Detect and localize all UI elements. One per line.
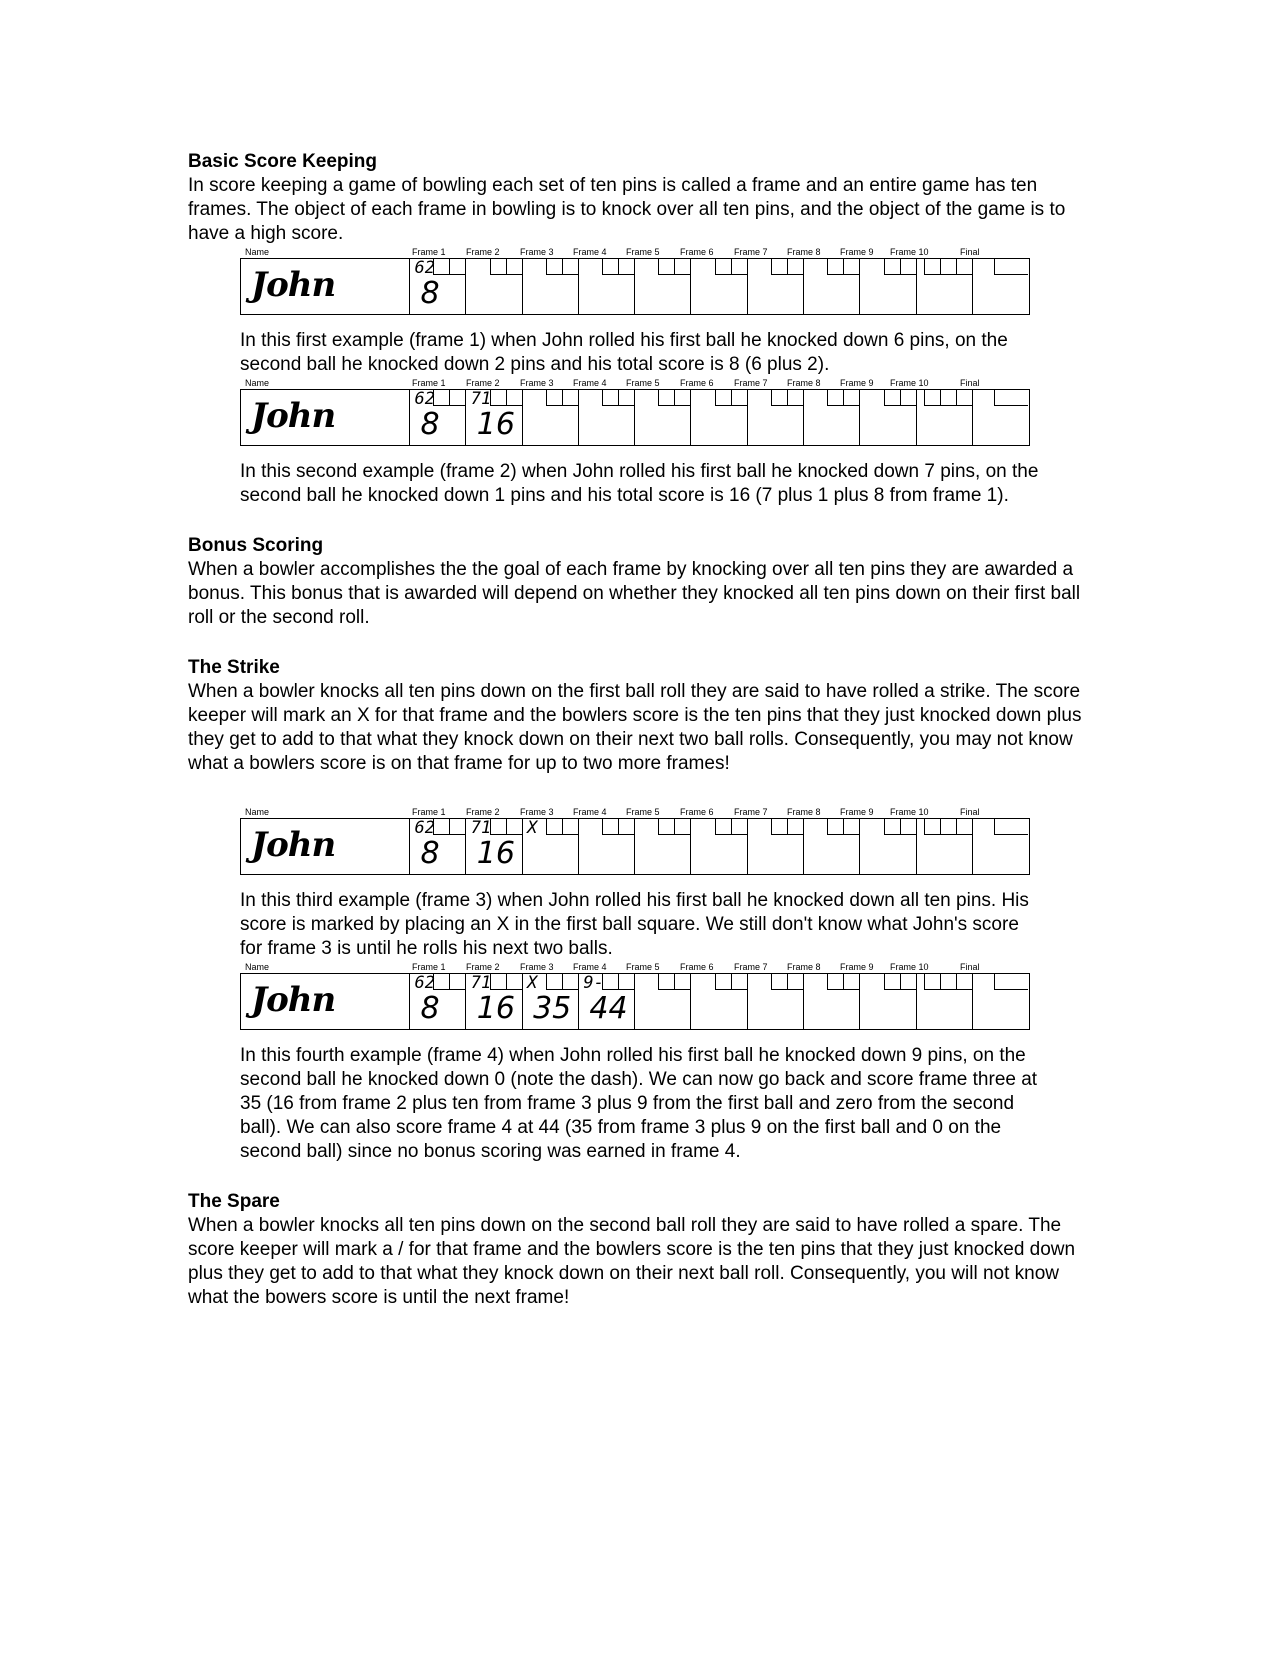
paragraph-strike: When a bowler knocks all ten pins down on the first ball roll they are said to have rolled a strike. The score keeper will mark an X for that frame and the bowlers score is the ten pins that they just knocked down plus they get to add to that what they knock down on their next two ball rolls. Consequently, you may not know what a bowlers score is on that frame for up to two more frames! [188, 681, 1082, 774]
frame-cell [805, 390, 861, 445]
ball-box [771, 974, 787, 990]
ball-boxes [490, 259, 522, 275]
frame-total: 16 [476, 991, 515, 1026]
frame-roll-marks: X [527, 973, 538, 993]
scorecard-header-frame: Frame 1 [412, 378, 446, 388]
ball-box [731, 819, 747, 835]
ball-box [900, 974, 916, 990]
ball-box [674, 819, 690, 835]
frame-roll-marks: 71 [470, 973, 492, 993]
ball-box [506, 259, 522, 275]
scorecard-header-name: Name [245, 378, 270, 388]
ball-box [731, 974, 747, 990]
ball-box [787, 390, 803, 406]
frame-roll-marks: 9- [583, 973, 604, 993]
ball-box [715, 819, 731, 835]
ball-boxes [827, 259, 859, 275]
scorecard-header-frame: Frame 4 [573, 807, 607, 817]
scorecard-grid [240, 973, 1030, 1030]
ball-box [562, 819, 578, 835]
ball-box [602, 259, 618, 275]
ball-boxes [924, 974, 972, 990]
scorecard-header-frame: Frame 3 [520, 247, 554, 257]
frame-cell [411, 974, 467, 1029]
frame-cell [467, 974, 523, 1029]
ball-boxes [546, 819, 578, 835]
ball-box [827, 390, 843, 406]
scorecard-header-frame: Frame 8 [787, 378, 821, 388]
ball-boxes [827, 390, 859, 406]
frame-total: 8 [420, 276, 440, 311]
frame-cell [636, 974, 692, 1029]
scorecard-header-frame: Frame 7 [734, 807, 768, 817]
frame-cell [467, 259, 523, 314]
scorecard-header-frame: Frame 7 [734, 247, 768, 257]
ball-boxes [490, 819, 522, 835]
ball-boxes [602, 390, 634, 406]
scorecard-header-frame: Frame 5 [626, 962, 660, 972]
scorecard-header-frame: Frame 8 [787, 962, 821, 972]
ball-boxes [771, 819, 803, 835]
frame-cell [579, 390, 635, 445]
ball-box [658, 974, 674, 990]
frame-cell [861, 819, 917, 874]
frame-cell [917, 819, 973, 874]
ball-box [618, 819, 634, 835]
frame-cell [748, 974, 804, 1029]
frame-cell [636, 390, 692, 445]
paragraph-basic-intro: In score keeping a game of bowling each set of ten pins is called a frame and an entire game has ten frames. The object of each frame in bowling is to knock over all ten pins, and the object of the game is to have a high score. [188, 175, 1066, 244]
ball-boxes [884, 390, 916, 406]
ball-box [506, 390, 522, 406]
frame-cell [411, 819, 467, 874]
scorecard-header-frame: Frame 9 [840, 247, 874, 257]
final-cell [974, 259, 1029, 314]
paragraph-example-1: In this first example (frame 1) when John rolled his first ball he knocked down 6 pins, on the second ball he knocked down 2 pins and his total score is 8 (6 plus 2). [240, 330, 1008, 375]
frame-cell [579, 819, 635, 874]
scorecard-header-frame: Frame 6 [680, 962, 714, 972]
scorecard-header [240, 806, 1030, 818]
ball-boxes [658, 974, 690, 990]
ball-boxes [994, 259, 1028, 275]
ball-box [924, 390, 940, 406]
frame-cell [748, 390, 804, 445]
ball-box [771, 390, 787, 406]
ball-box [827, 819, 843, 835]
ball-boxes [924, 259, 972, 275]
final-cell [974, 390, 1029, 445]
frame-roll-marks: X [527, 818, 538, 838]
ball-boxes [490, 390, 522, 406]
ball-box [658, 390, 674, 406]
ball-box [900, 390, 916, 406]
ball-box [546, 819, 562, 835]
ball-boxes [771, 974, 803, 990]
ball-box [827, 974, 843, 990]
final-cell [974, 974, 1029, 1029]
scorecard-header-frame: Frame 10 [890, 378, 929, 388]
ball-box [843, 819, 859, 835]
ball-box [924, 819, 940, 835]
frame-cell [467, 819, 523, 874]
scorecard-header-frame: Final [960, 247, 980, 257]
ball-boxes [884, 974, 916, 990]
ball-box [433, 974, 449, 990]
frame-total: 35 [533, 991, 572, 1026]
scorecard-header-frame: Frame 2 [466, 247, 500, 257]
scorecard-header-frame: Frame 4 [573, 962, 607, 972]
frame-cell [523, 259, 579, 314]
scorecard-header-frame: Frame 9 [840, 962, 874, 972]
frame-cell [411, 259, 467, 314]
ball-box [924, 259, 940, 275]
scorecard-grid [240, 389, 1030, 446]
ball-box [956, 974, 972, 990]
ball-box [618, 974, 634, 990]
scorecard-header-name: Name [245, 247, 270, 257]
frame-cell [805, 974, 861, 1029]
scorecard-header-frame: Frame 5 [626, 378, 660, 388]
ball-box [449, 974, 465, 990]
ball-box [506, 819, 522, 835]
ball-boxes [924, 390, 972, 406]
frame-cell [861, 259, 917, 314]
frame-cell [636, 259, 692, 314]
frame-cell [917, 259, 973, 314]
frame-cell [692, 974, 748, 1029]
paragraph-example-2: In this second example (frame 2) when John rolled his first ball he knocked down 7 pins, on the second ball he knocked down 1 pins and his total score is 16 (7 plus 1 plus 8 from frame 1). [240, 461, 1039, 506]
frame-cell [692, 390, 748, 445]
frame-roll-marks: 71 [470, 818, 492, 838]
ball-box [715, 259, 731, 275]
frame-cell [523, 390, 579, 445]
frame-cell [748, 819, 804, 874]
ball-box [715, 974, 731, 990]
frame-cell [467, 390, 523, 445]
scorecard-header-frame: Frame 1 [412, 247, 446, 257]
ball-boxes [715, 819, 747, 835]
scorecard-header-name: Name [245, 807, 270, 817]
scorecard-header-name: Name [245, 962, 270, 972]
ball-boxes [546, 974, 578, 990]
player-name: John [251, 980, 336, 1020]
paragraph-spare: When a bowler knocks all ten pins down on the second ball roll they are said to have rolled a spare. The score keeper will mark a / for that frame and the bowlers score is the ten pins that they just knocked down plus they get to add to that what they knock down on their next ball roll. Consequently, you will not know what the bowers score is until the next frame! [188, 1215, 1076, 1308]
ball-box [449, 259, 465, 275]
ball-box [771, 259, 787, 275]
frame-cell [805, 259, 861, 314]
scorecard-header-frame: Frame 6 [680, 807, 714, 817]
frame-total: 8 [420, 991, 440, 1026]
ball-box [433, 259, 449, 275]
scorecard-header-frame: Frame 10 [890, 247, 929, 257]
scorecard-header-frame: Frame 9 [840, 378, 874, 388]
ball-box [546, 974, 562, 990]
ball-boxes [994, 390, 1028, 406]
ball-boxes [433, 390, 465, 406]
frame-roll-marks: 62 [414, 973, 435, 993]
ball-boxes [827, 819, 859, 835]
scorecard-header-frame: Frame 10 [890, 807, 929, 817]
frame-cell [523, 819, 579, 874]
ball-box [994, 819, 1028, 835]
ball-boxes [658, 259, 690, 275]
player-name-cell [241, 819, 410, 874]
scorecard-header-frame: Frame 5 [626, 247, 660, 257]
frame-cell [579, 974, 635, 1029]
player-name: John [251, 396, 336, 436]
frame-cell [523, 974, 579, 1029]
ball-boxes [715, 259, 747, 275]
frame-cell [692, 259, 748, 314]
scorecard-header-frame: Frame 9 [840, 807, 874, 817]
paragraph-example-3: In this third example (frame 3) when John rolled his first ball he knocked down all ten pins. His score is marked by placing an X in the first ball square. We still don't know what John's score for frame 3 is until he rolls his next two balls. [240, 890, 1029, 959]
frame-cell [805, 819, 861, 874]
frame-roll-marks: 62 [414, 818, 435, 838]
frame-cell [861, 974, 917, 1029]
ball-box [900, 819, 916, 835]
scorecard-header-frame: Frame 8 [787, 807, 821, 817]
section-heading-basic: Basic Score Keeping [188, 151, 378, 172]
ball-box [433, 819, 449, 835]
ball-box [843, 390, 859, 406]
ball-box [787, 259, 803, 275]
section-heading-spare: The Spare [188, 1191, 280, 1212]
player-name: John [251, 265, 336, 305]
ball-box [449, 390, 465, 406]
scorecard [240, 806, 1030, 875]
ball-box [562, 259, 578, 275]
ball-box [506, 974, 522, 990]
frame-roll-marks: 71 [470, 389, 492, 409]
ball-box [490, 390, 506, 406]
ball-box [602, 819, 618, 835]
ball-box [956, 819, 972, 835]
paragraph-example-4: In this fourth example (frame 4) when John rolled his first ball he knocked down 9 pins, on the second ball he knocked down 0 (note the dash). We can now go back and score frame three at 35 (16 from frame 2 plus ten from frame 3 plus 9 from the first ball and zero from the second ball). We can also score frame 4 at 44 (35 from frame 3 plus 9 on the first ball and 0 on the second ball) since no bonus scoring was earned in frame 4. [240, 1045, 1038, 1162]
ball-box [787, 974, 803, 990]
scorecard-header-frame: Frame 2 [466, 962, 500, 972]
ball-boxes [658, 390, 690, 406]
ball-box [658, 819, 674, 835]
ball-boxes [771, 259, 803, 275]
ball-boxes [994, 819, 1028, 835]
scorecard-header-frame: Frame 7 [734, 378, 768, 388]
ball-boxes [827, 974, 859, 990]
scorecard-header [240, 377, 1030, 389]
player-name-cell [241, 390, 410, 445]
ball-boxes [546, 259, 578, 275]
ball-boxes [658, 819, 690, 835]
frame-cell [411, 390, 467, 445]
scorecard-header-frame: Final [960, 962, 980, 972]
ball-box [715, 390, 731, 406]
scorecard-header-frame: Frame 10 [890, 962, 929, 972]
ball-box [900, 259, 916, 275]
ball-box [674, 259, 690, 275]
ball-box [940, 259, 956, 275]
ball-box [787, 819, 803, 835]
scorecard-header-frame: Final [960, 807, 980, 817]
section-heading-strike: The Strike [188, 657, 280, 678]
ball-box [884, 390, 900, 406]
ball-boxes [771, 390, 803, 406]
scorecard-header-frame: Frame 7 [734, 962, 768, 972]
ball-box [490, 819, 506, 835]
scorecard-header-frame: Frame 3 [520, 962, 554, 972]
player-name: John [251, 825, 336, 865]
ball-box [546, 259, 562, 275]
ball-box [884, 819, 900, 835]
ball-boxes [433, 819, 465, 835]
frame-total: 8 [420, 836, 440, 871]
scorecard-header-frame: Frame 6 [680, 247, 714, 257]
ball-boxes [715, 974, 747, 990]
ball-box [940, 390, 956, 406]
scorecard-header-frame: Frame 5 [626, 807, 660, 817]
scorecard-header-frame: Frame 3 [520, 378, 554, 388]
ball-box [843, 974, 859, 990]
ball-box [956, 259, 972, 275]
ball-box [924, 974, 940, 990]
ball-boxes [924, 819, 972, 835]
player-name-cell [241, 974, 410, 1029]
ball-box [618, 390, 634, 406]
ball-box [956, 390, 972, 406]
frame-total: 16 [476, 407, 515, 442]
ball-boxes [602, 259, 634, 275]
ball-boxes [546, 390, 578, 406]
scorecard [240, 377, 1030, 446]
ball-boxes [884, 259, 916, 275]
ball-boxes [602, 819, 634, 835]
ball-box [827, 259, 843, 275]
ball-box [674, 390, 690, 406]
frame-roll-marks: 62 [414, 389, 435, 409]
scorecard-header-frame: Frame 1 [412, 962, 446, 972]
scorecard-grid [240, 258, 1030, 315]
ball-box [994, 259, 1028, 275]
ball-box [884, 974, 900, 990]
ball-boxes [884, 819, 916, 835]
ball-box [562, 390, 578, 406]
ball-boxes [994, 974, 1028, 990]
scorecard-header-frame: Frame 3 [520, 807, 554, 817]
ball-box [490, 974, 506, 990]
ball-box [658, 259, 674, 275]
ball-box [618, 259, 634, 275]
ball-boxes [715, 390, 747, 406]
scorecard-header-frame: Frame 1 [412, 807, 446, 817]
scorecard-header-frame: Frame 2 [466, 378, 500, 388]
ball-box [449, 819, 465, 835]
ball-box [940, 819, 956, 835]
ball-box [731, 390, 747, 406]
ball-box [771, 819, 787, 835]
frame-cell [748, 259, 804, 314]
ball-boxes [490, 974, 522, 990]
frame-roll-marks: 62 [414, 258, 435, 278]
ball-box [674, 974, 690, 990]
scorecard-header [240, 961, 1030, 973]
player-name-cell [241, 259, 410, 314]
ball-boxes [433, 259, 465, 275]
scorecard-header-frame: Final [960, 378, 980, 388]
ball-box [994, 390, 1028, 406]
ball-box [546, 390, 562, 406]
paragraph-bonus: When a bowler accomplishes the the goal of each frame by knocking over all ten pins they are awarded a bonus. This bonus that is awarded will depend on whether they knocked all ten pins down on their first ball roll or the second roll. [188, 559, 1081, 628]
frame-total: 44 [589, 991, 628, 1026]
scorecard-header-frame: Frame 4 [573, 378, 607, 388]
ball-box [940, 974, 956, 990]
frame-cell [917, 390, 973, 445]
frame-cell [579, 259, 635, 314]
ball-boxes [602, 974, 634, 990]
document-page [188, 150, 1088, 1310]
frame-cell [861, 390, 917, 445]
final-cell [974, 819, 1029, 874]
scorecard [240, 961, 1030, 1030]
ball-box [490, 259, 506, 275]
scorecard-header [240, 246, 1030, 258]
ball-box [562, 974, 578, 990]
ball-box [884, 259, 900, 275]
scorecard-header-frame: Frame 6 [680, 378, 714, 388]
scorecard-header-frame: Frame 4 [573, 247, 607, 257]
frame-cell [692, 819, 748, 874]
ball-box [602, 974, 618, 990]
frame-total: 8 [420, 407, 440, 442]
section-heading-bonus: Bonus Scoring [188, 535, 324, 556]
ball-boxes [433, 974, 465, 990]
ball-box [994, 974, 1028, 990]
scorecard-header-frame: Frame 2 [466, 807, 500, 817]
scorecard [240, 246, 1030, 315]
frame-cell [917, 974, 973, 1029]
frame-cell [636, 819, 692, 874]
ball-box [602, 390, 618, 406]
ball-box [843, 259, 859, 275]
frame-total: 16 [476, 836, 515, 871]
ball-box [731, 259, 747, 275]
scorecard-grid [240, 818, 1030, 875]
scorecard-header-frame: Frame 8 [787, 247, 821, 257]
ball-box [433, 390, 449, 406]
